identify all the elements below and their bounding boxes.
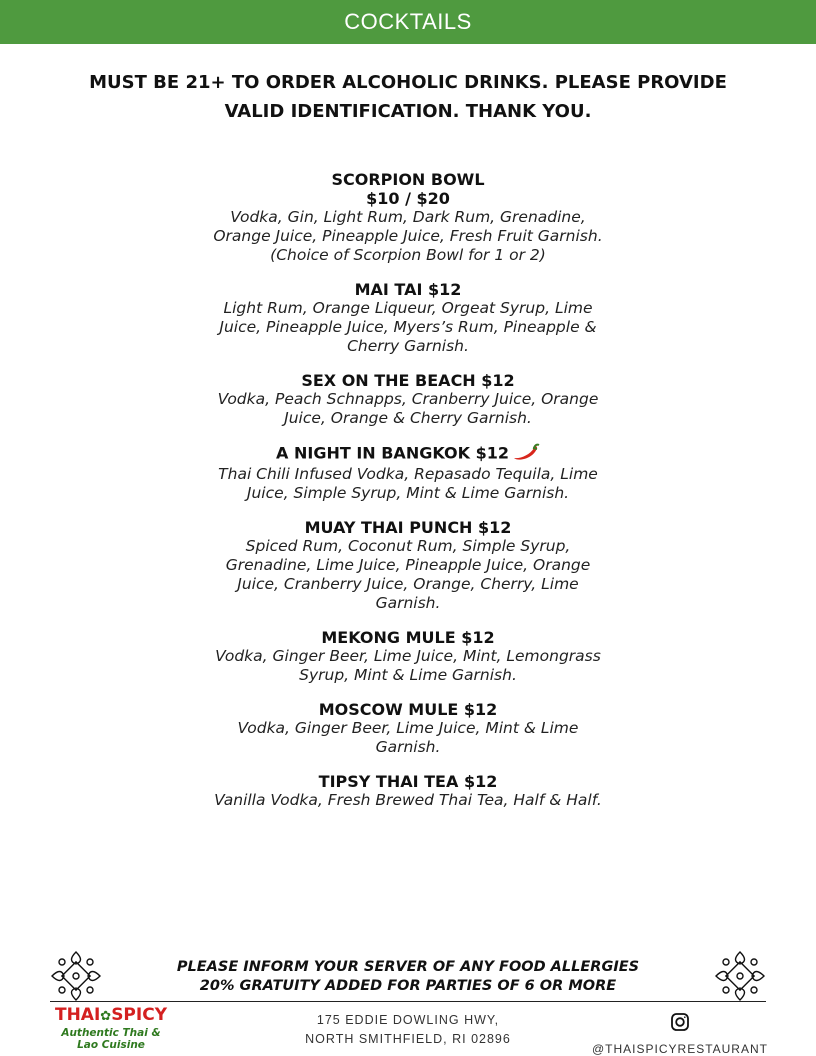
item-description: Vodka, Gin, Light Rum, Dark Rum, Grenadine, Orange Juice, Pineapple Juice, Fresh Fruit Garnish. (213, 208, 603, 245)
social-handle[interactable]: @THAISPICYRESTAURANT (592, 1042, 768, 1056)
logo-tagline-1: Authentic Thai & (61, 1027, 161, 1039)
menu-item (208, 443, 608, 503)
item-name: MEKONG MULE $12 (321, 628, 495, 647)
menu-item (208, 170, 608, 265)
item-price: $10 / $20 (366, 189, 450, 208)
leaf-icon: ✿ (100, 1009, 112, 1024)
restaurant-logo (48, 1005, 174, 1051)
age-notice: MUST BE 21+ TO ORDER ALCOHOLIC DRINKS. PLEASE PROVIDE VALID IDENTIFICATION. THANK YOU. (89, 72, 727, 122)
item-name: A NIGHT IN BANGKOK $12 (276, 443, 509, 463)
item-name: SEX ON THE BEACH $12 (301, 371, 515, 390)
address (290, 1011, 526, 1049)
floral-ornament-icon (50, 950, 102, 1002)
menu-item (208, 772, 608, 810)
item-description: Vodka, Peach Schnapps, Cranberry Juice, Orange Juice, Orange & Cherry Garnish. (217, 390, 599, 427)
item-description: Light Rum, Orange Liqueur, Orgeat Syrup, Lime Juice, Pineapple Juice, Myers’s Rum, Pineapple & Cherry Garnish. (219, 299, 597, 355)
allergy-note: PLEASE INFORM YOUR SERVER OF ANY FOOD ALLERGIES (176, 959, 640, 975)
logo-brand-left: THAI (54, 1005, 101, 1025)
instagram-icon[interactable] (670, 1012, 690, 1036)
item-description: Vodka, Ginger Beer, Lime Juice, Mint, Lemongrass Syrup, Mint & Lime Garnish. (215, 647, 601, 684)
item-description: Thai Chili Infused Vodka, Repasado Tequila, Lime Juice, Simple Syrup, Mint & Lime Garnish. (218, 465, 598, 502)
item-description: Vodka, Ginger Beer, Lime Juice, Mint & Lime Garnish. (237, 719, 579, 756)
chili-pepper-icon (512, 443, 540, 465)
gratuity-note: 20% GRATUITY ADDED FOR PARTIES OF 6 OR MORE (199, 978, 617, 994)
menu-item (208, 371, 608, 428)
floral-ornament-icon (714, 950, 766, 1002)
item-description: Vanilla Vodka, Fresh Brewed Thai Tea, Half & Half. (214, 791, 602, 809)
page-title: COCKTAILS (344, 9, 472, 34)
footer-notes (150, 958, 666, 996)
item-name: MAI TAI $12 (354, 280, 462, 299)
item-description: Spiced Rum, Coconut Rum, Simple Syrup, Grenadine, Lime Juice, Pineapple Juice, Orange Juice, Cranberry Juice, Orange, Cherry, Lime Garnish. (225, 537, 591, 612)
footer-divider (50, 1001, 766, 1002)
address-line-2: NORTH SMITHFIELD, RI 02896 (305, 1032, 511, 1046)
social-block (592, 1012, 768, 1056)
item-name: MUAY THAI PUNCH $12 (304, 518, 512, 537)
item-name: TIPSY THAI TEA $12 (318, 772, 498, 791)
cocktail-menu (208, 170, 608, 825)
address-line-1: 175 EDDIE DOWLING HWY, (316, 1013, 500, 1027)
menu-item (208, 700, 608, 757)
menu-item (208, 628, 608, 685)
header-bar (0, 0, 816, 44)
logo-brand-right: SPICY (111, 1005, 168, 1025)
item-note: (Choice of Scorpion Bowl for 1 or 2) (270, 246, 546, 264)
logo-tagline-2: Lao Cuisine (77, 1039, 145, 1051)
item-name: SCORPION BOWL (331, 170, 485, 189)
menu-item (208, 518, 608, 613)
menu-item (208, 280, 608, 356)
item-name: MOSCOW MULE $12 (318, 700, 498, 719)
